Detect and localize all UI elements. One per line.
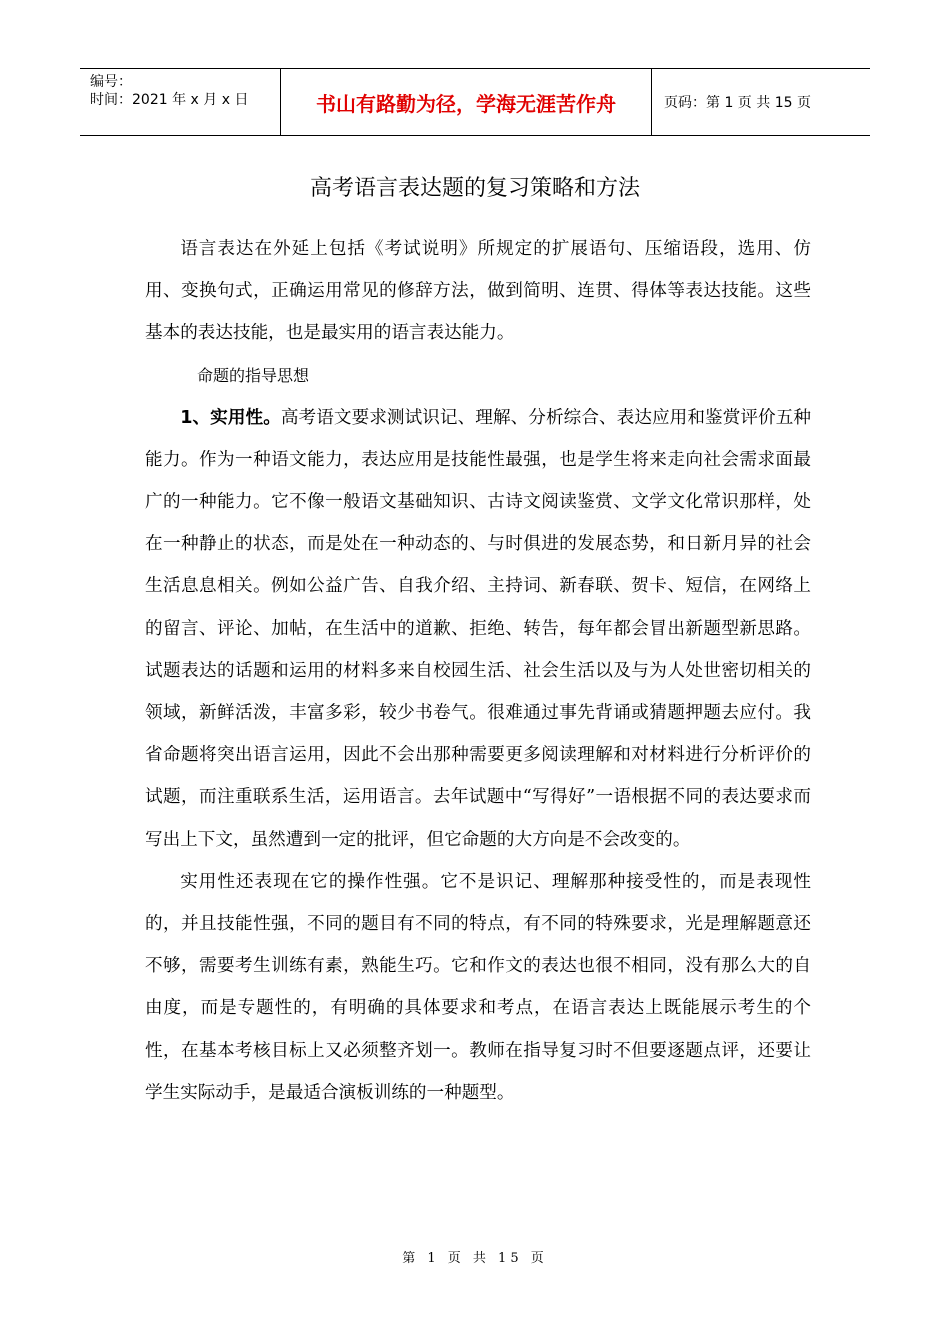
document-title: 高考语言表达题的复习策略和方法 [309, 176, 640, 201]
point-1-lead: 1、实用性。 [180, 407, 281, 428]
time-label: 时间：2021 年 x 月 x 日 [90, 92, 249, 108]
header-page-info: 页码：第 1 页 共 15 页 [664, 95, 811, 111]
section-subheading: 命题的指导思想 [197, 365, 310, 385]
page-footer: 第 1 页 共 15 页 [402, 1251, 548, 1266]
paragraph-practicality: 实用性还表现在它的操作性强。它不是识记、理解那种接受性的，而是表现性的，并且技能性强，不同的题目有不同的特点，有不同的特殊要求，光是理解题意还不够，需要考生训练有素，熟能生巧。它和作文的表达也很不相同，没有那么大的自由度，而是专题性的，有明确的具体要求和考点，在语言表达上既能展示考生的个性，在基本考核目标上又必须整齐划一。教师在指导复习时不但要逐题点评，还要让学生实际动手，是最适合演板训练的一种题型。 [145, 871, 811, 1103]
paragraph-intro: 语言表达在外延上包括《考试说明》所规定的扩展语句、压缩语段，选用、仿用、变换句式，正确运用常见的修辞方法，做到简明、连贯、得体等表达技能。这些基本的表达技能，也是最实用的语言表达能力。 [145, 239, 811, 344]
header-meta-cell [80, 69, 281, 135]
header-motto: 书山有路勤为径，学海无涯苦作舟 [281, 69, 652, 135]
document-header [80, 68, 870, 136]
paragraph-point-1 [145, 397, 811, 861]
document-body [145, 228, 811, 1114]
number-label: 编号： [90, 74, 132, 90]
point-1-text: 高考语文要求测试识记、理解、分析综合、表达应用和鉴赏评价五种能力。作为一种语文能力，表达应用是技能性最强，也是学生将来走向社会需求面最广的一种能力。它不像一般语文基础知识、古诗文阅读鉴赏、文学文化常识那样，处在一种静止的状态，而是处在一种动态的、与时俱进的发展态势，和日新月异的社会生活息息相关。例如公益广告、自我介绍、主持词、新春联、贺卡、短信，在网络上的留言、评论、加帖，在生活中的道歉、拒绝、转告，每年都会冒出新题型新思路。试题表达的话题和运用的材料多来自校园生活、社会生活以及与为人处世密切相关的领域，新鲜活泼，丰富多彩，较少书卷气。很难通过事先背诵或猜题押题去应付。我省命题将突出语言运用，因此不会出那种需要更多阅读理解和对材料进行分析评价的试题，而注重联系生活，运用语言。去年试题中“写得好”一语根据不同的表达要求而写出上下文，虽然遭到一定的批评，但它命题的大方向是不会改变的。 [145, 407, 811, 850]
